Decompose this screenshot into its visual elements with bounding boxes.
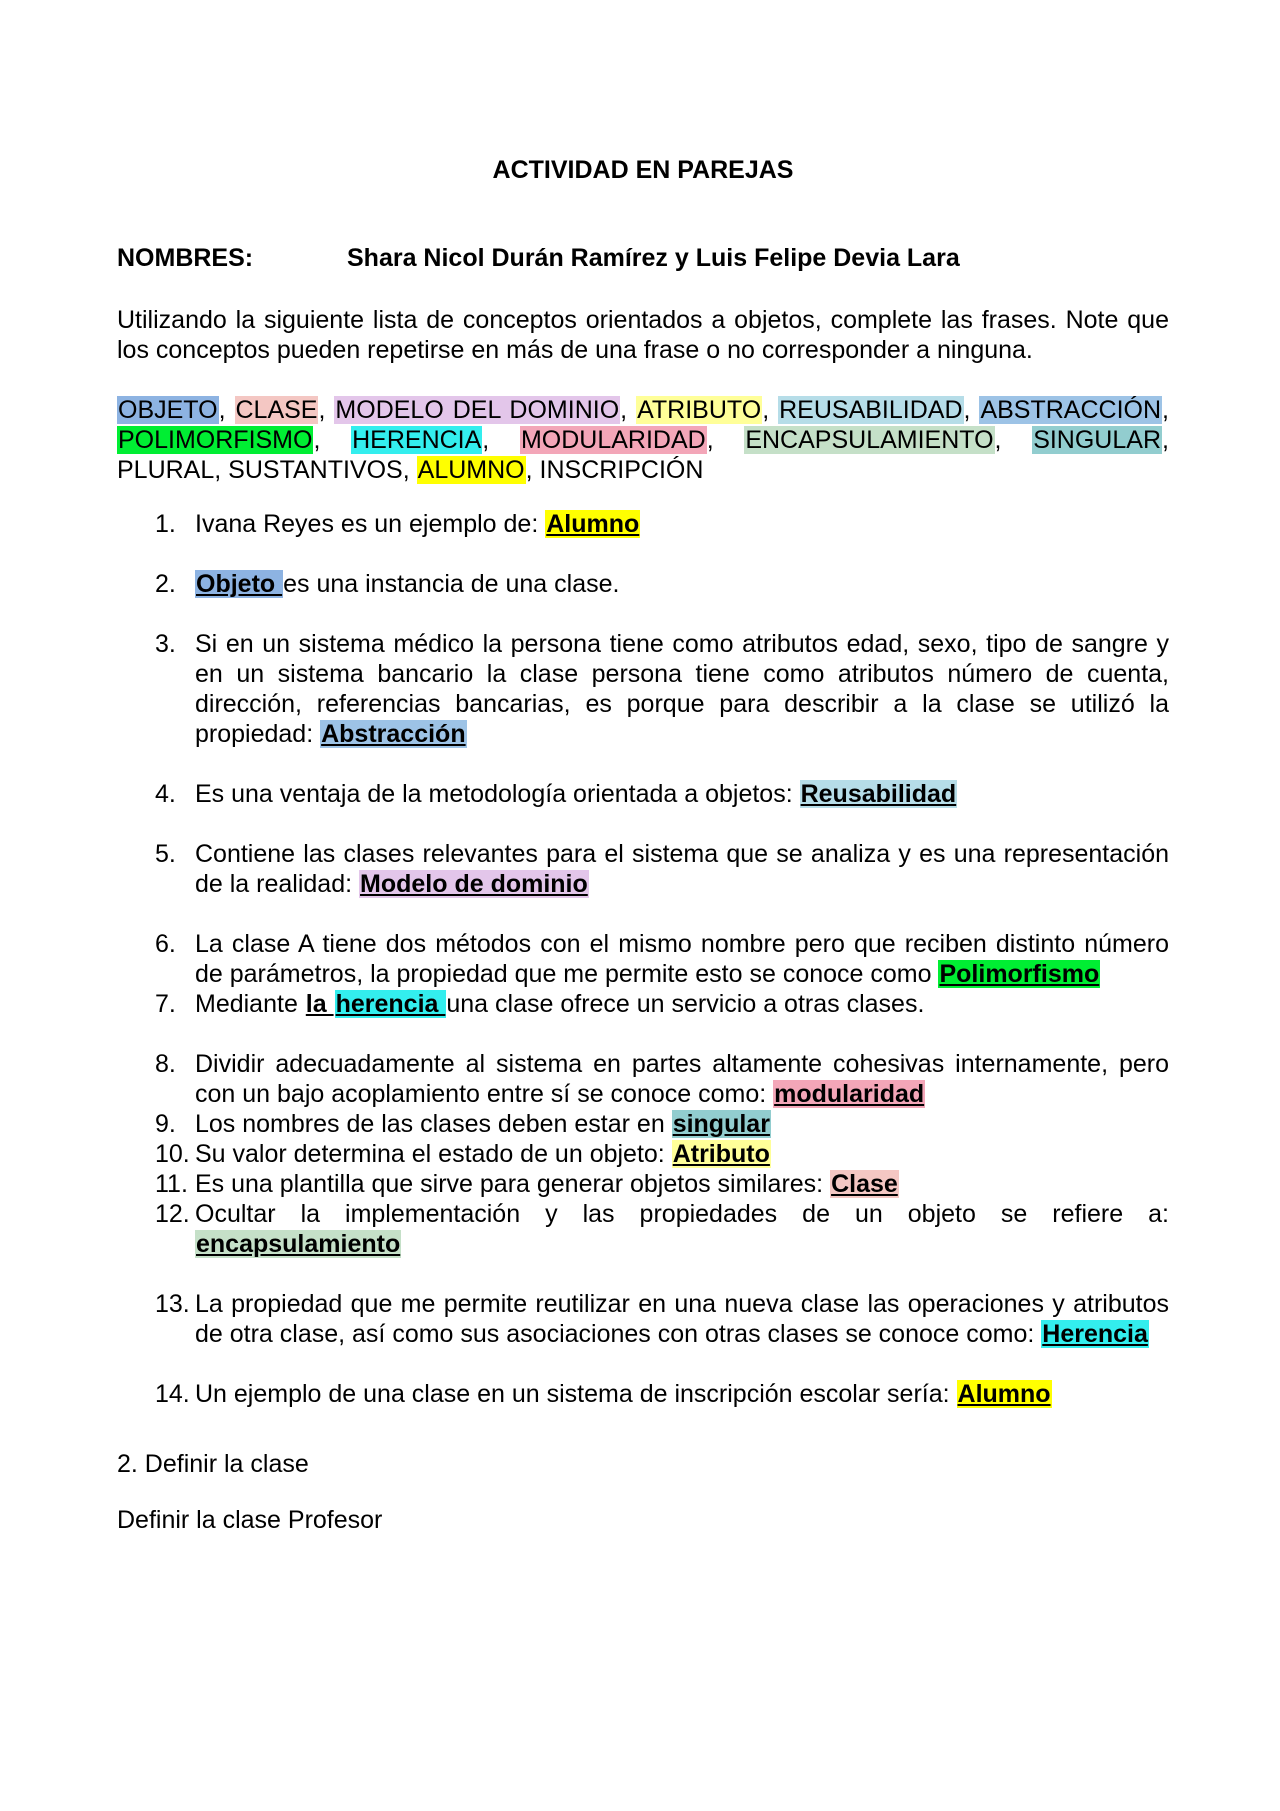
- list-item: [117, 629, 1169, 749]
- answer-text: Modelo de dominio: [360, 870, 588, 898]
- list-item: [117, 1109, 1169, 1139]
- concept-clase: CLASE: [235, 396, 318, 424]
- question-number: 8.: [155, 1050, 176, 1078]
- question-text: Es una ventaja de la metodología orientada a objetos:: [195, 780, 800, 808]
- list-item: [117, 839, 1169, 899]
- concept-singular: SINGULAR: [1033, 426, 1161, 454]
- section-subheading: Definir la clase Profesor: [117, 1506, 383, 1534]
- answer-text: Alumno: [546, 510, 640, 538]
- question-number: 1.: [155, 510, 176, 538]
- question-text-end: una clase ofrece un servicio a otras clases.: [446, 990, 925, 1018]
- answer-text: Clase: [831, 1170, 898, 1198]
- list-item: [117, 1199, 1169, 1259]
- list-item: [117, 1139, 1169, 1169]
- document-title: ACTIVIDAD EN PAREJAS: [492, 156, 794, 184]
- answer-text: modularidad: [774, 1080, 925, 1108]
- question-text: Contiene las clases relevantes para el sistema que se analiza y es una representación de la realidad:: [195, 840, 1169, 898]
- concept-sustantivos: SUSTANTIVOS: [228, 456, 403, 484]
- question-text: Si en un sistema médico la persona tiene como atributos edad, sexo, tipo de sangre y en un sistema bancario la clase persona tiene como atributos número de cuenta, dirección, referencias bancarias, es porque para describir a la clase se utilizó la propiedad:: [195, 630, 1169, 748]
- concept-encapsulamiento: ENCAPSULAMIENTO: [745, 426, 994, 454]
- question-number: 11.: [155, 1170, 188, 1198]
- list-item: [117, 1169, 1169, 1199]
- question-text: Dividir adecuadamente al sistema en partes altamente cohesivas internamente, pero con un bajo acoplamiento entre sí se conoce como:: [195, 1050, 1169, 1108]
- answer-text-prefix: la: [305, 990, 334, 1018]
- question-text: es una instancia de una clase.: [283, 570, 620, 598]
- names-value: Shara Nicol Durán Ramírez y Luis Felipe Devia Lara: [347, 244, 960, 272]
- list-item: [117, 1049, 1169, 1109]
- question-number: 5.: [155, 840, 176, 868]
- question-number: 4.: [155, 780, 176, 808]
- concept-polimorfismo: POLIMORFISMO: [118, 426, 313, 454]
- question-number: 9.: [155, 1110, 176, 1138]
- answer-text: Objeto: [196, 570, 283, 598]
- list-item: [117, 779, 1169, 809]
- concept-abstraccion: ABSTRACCIÓN: [980, 396, 1162, 424]
- answer-text: encapsulamiento: [196, 1230, 401, 1258]
- list-item: [117, 929, 1169, 989]
- question-text: La propiedad que me permite reutilizar en una nueva clase las operaciones y atributos de otra clase, así como sus asociaciones con otras clases se conoce como:: [195, 1290, 1169, 1348]
- list-item: [117, 1379, 1169, 1409]
- question-number: 13.: [155, 1290, 190, 1318]
- question-text: Ocultar la implementación y las propiedades de un objeto se refiere a:: [195, 1200, 1169, 1228]
- question-text: Es una plantilla que sirve para generar objetos similares:: [195, 1170, 831, 1198]
- question-number: 14.: [155, 1380, 190, 1408]
- answer-text: Abstracción: [321, 720, 466, 748]
- answer-text: herencia: [335, 990, 446, 1018]
- list-item: [117, 989, 1169, 1019]
- concept-reusabilidad: REUSABILIDAD: [779, 396, 963, 424]
- question-number: 3.: [155, 630, 176, 658]
- concepts-list: OBJETO, CLASE, MODELO DEL DOMINIO, ATRIBUTO, REUSABILIDAD, ABSTRACCIÓN, POLIMORFISMO, HERENCIA, MODULARIDAD, ENCAPSULAMIENTO, SINGULAR, PLURAL, SUSTANTIVOS, ALUMNO, INSCRIPCIÓN: [117, 396, 1169, 484]
- concept-inscripcion: INSCRIPCIÓN: [539, 456, 704, 484]
- answer-text: Reusabilidad: [800, 780, 957, 808]
- answer-text: Atributo: [672, 1140, 770, 1168]
- concept-objeto: OBJETO: [118, 396, 218, 424]
- answer-text: singular: [672, 1110, 770, 1138]
- question-number: 12.: [155, 1200, 190, 1228]
- concept-alumno: ALUMNO: [417, 456, 525, 484]
- question-text: Su valor determina el estado de un objeto:: [195, 1140, 672, 1168]
- list-item: [117, 509, 1169, 539]
- concept-modularidad: MODULARIDAD: [520, 426, 706, 454]
- questions-list: [117, 509, 1169, 1409]
- concept-herencia: HERENCIA: [352, 426, 482, 454]
- question-number: 10.: [155, 1140, 190, 1168]
- concept-modelo: MODELO DEL DOMINIO: [335, 396, 620, 424]
- question-number: 7.: [155, 990, 176, 1018]
- list-item: [117, 569, 1169, 599]
- question-text: La clase A tiene dos métodos con el mismo nombre pero que reciben distinto número de parámetros, la propiedad que me permite esto se conoce como: [195, 930, 1169, 988]
- section-heading: 2. Definir la clase: [117, 1450, 309, 1478]
- names-row: [117, 241, 1169, 275]
- question-text: Ivana Reyes es un ejemplo de:: [195, 510, 546, 538]
- question-text: Mediante: [195, 990, 305, 1018]
- question-number: 2.: [155, 570, 176, 598]
- list-item: [117, 1289, 1169, 1349]
- concept-plural: PLURAL: [117, 456, 215, 484]
- names-label: NOMBRES:: [117, 244, 254, 272]
- question-text: Un ejemplo de una clase en un sistema de inscripción escolar sería:: [195, 1380, 957, 1408]
- answer-text: Polimorfismo: [939, 960, 1100, 988]
- question-number: 6.: [155, 930, 176, 958]
- answer-text: Herencia: [1042, 1320, 1148, 1348]
- instructions-text: Utilizando la siguiente lista de conceptos orientados a objetos, complete las frases. Note que los conceptos pueden repetirse en más de una frase o no corresponder a ninguna.: [117, 306, 1169, 364]
- answer-text: Alumno: [957, 1380, 1051, 1408]
- question-text: Los nombres de las clases deben estar en: [195, 1110, 672, 1138]
- concept-atributo: ATRIBUTO: [637, 396, 762, 424]
